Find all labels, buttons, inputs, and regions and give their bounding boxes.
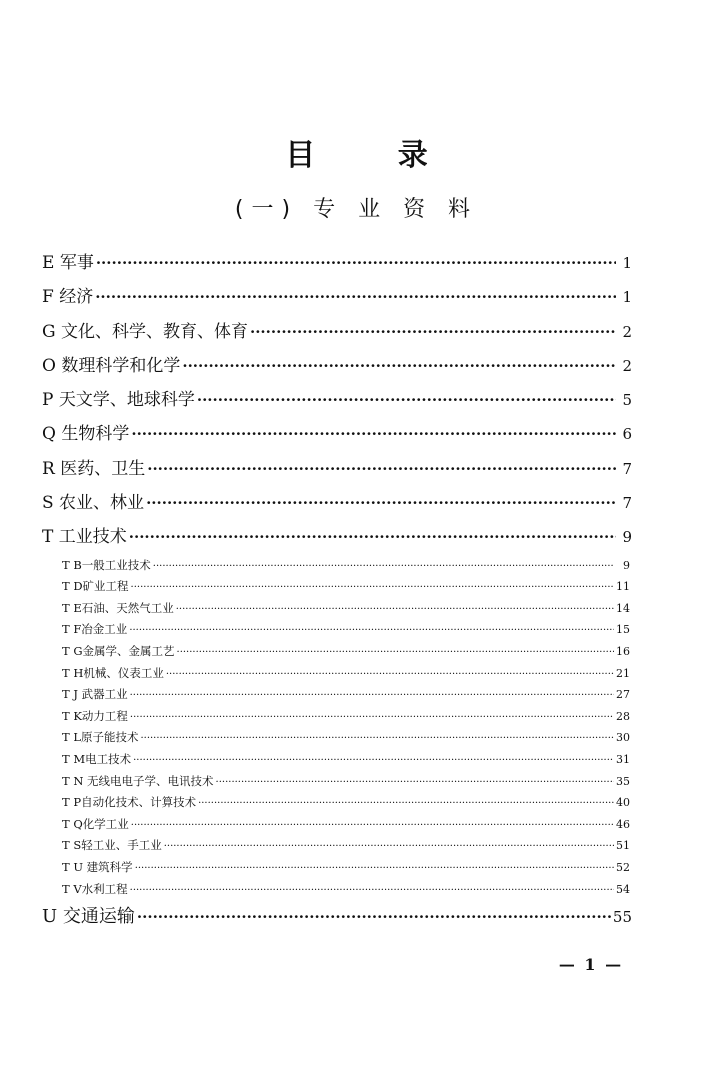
dot-leader — [177, 647, 614, 658]
toc-subentry — [42, 665, 632, 687]
toc-entry-label: S 农业、林业 — [42, 493, 145, 514]
toc-entry-label: T H机械、仪表工业 — [62, 665, 164, 680]
toc-entry-label: U 交通运输 — [42, 906, 135, 928]
toc-entry-page-number: 15 — [616, 623, 630, 637]
toc-entry — [42, 351, 632, 385]
toc-entry — [42, 419, 632, 453]
toc-entry-label: F 经济 — [42, 287, 94, 308]
toc-entry-page-number: 30 — [616, 731, 630, 745]
toc-entry-page-number: 7 — [622, 459, 632, 478]
toc-subentry — [42, 557, 632, 579]
toc-subentry — [42, 837, 632, 859]
toc-subentry — [42, 729, 632, 751]
toc-entry-page-number: 5 — [622, 391, 632, 410]
toc-entry-label: T D矿业工程 — [62, 579, 129, 594]
toc-subentry — [42, 708, 632, 730]
dot-leader — [182, 357, 616, 375]
dot-leader — [250, 323, 616, 341]
toc-subentry — [42, 773, 632, 795]
toc-entry-label: T B一般工业技术 — [62, 557, 151, 572]
dot-leader — [166, 669, 614, 680]
toc-entry-page-number: 6 — [622, 425, 632, 444]
dot-leader — [130, 712, 614, 723]
toc-entry-label: T 工业技术 — [42, 527, 127, 548]
dot-leader — [176, 604, 614, 615]
dot-leader — [131, 425, 616, 443]
toc-entry — [42, 454, 632, 488]
dot-leader — [130, 885, 614, 896]
toc-entry-label: T F冶金工业 — [62, 622, 128, 637]
toc-entry-label: R 医药、卫生 — [42, 458, 146, 479]
toc-entry-label: G 文化、科学、教育、体育 — [42, 321, 248, 342]
dot-leader — [129, 528, 616, 546]
dot-leader — [146, 494, 616, 512]
dot-leader — [197, 391, 616, 409]
toc-entry-label: T G金属学、金属工艺 — [62, 644, 175, 659]
dot-leader — [147, 460, 616, 478]
dot-leader — [96, 254, 616, 272]
toc-entry-page-number: 35 — [616, 774, 630, 788]
toc-entry-page-number: 16 — [616, 645, 630, 659]
toc-subentry — [42, 751, 632, 773]
dot-leader — [164, 841, 614, 852]
toc-entry-label: T L原子能技术 — [62, 730, 139, 745]
toc-subentry — [42, 600, 632, 622]
toc-entry-label: T V水利工程 — [62, 881, 128, 896]
dot-leader — [198, 798, 614, 809]
toc-entry-label: T U 建筑科学 — [62, 859, 133, 874]
page-number-footer: — 1 — — [558, 955, 624, 974]
toc-entry-page-number: 52 — [616, 860, 630, 874]
toc-entry-label: P 天文学、地球科学 — [42, 390, 195, 411]
toc-entry-label: T K动力工程 — [62, 708, 128, 723]
toc-subentry — [42, 816, 632, 838]
toc-entry-label: T S轻工业、手工业 — [62, 838, 162, 853]
toc-entry-page-number: 1 — [622, 254, 632, 272]
dot-leader — [131, 582, 614, 593]
toc-entry-page-number: 9 — [622, 528, 632, 547]
toc-entry — [42, 248, 632, 282]
dot-leader — [95, 288, 616, 306]
section-subtitle: (一) 专 业 资 料 — [234, 197, 479, 222]
toc-subentry — [42, 859, 632, 881]
toc-subentry — [42, 686, 632, 708]
toc-entry-page-number: 46 — [616, 817, 630, 831]
toc-entry-label: T P自动化技术、计算技术 — [62, 795, 197, 810]
toc-subentry — [42, 578, 632, 600]
toc-entry-page-number: 28 — [616, 709, 630, 723]
dot-leader — [216, 777, 614, 788]
toc-entry-page-number: 21 — [616, 666, 630, 680]
dot-leader — [130, 690, 614, 701]
toc-entry-page-number: 14 — [616, 601, 630, 615]
dot-leader — [129, 625, 614, 636]
toc-subentry — [42, 643, 632, 665]
toc-entry — [42, 282, 632, 316]
toc-entry-page-number: 11 — [616, 580, 630, 594]
toc-entry-page-number: 7 — [622, 494, 632, 513]
toc-entry — [42, 902, 632, 936]
toc-entry — [42, 488, 632, 522]
toc-entry-page-number: 1 — [622, 288, 632, 307]
toc-entry-label: T E石油、天然气工业 — [62, 600, 174, 615]
dot-leader — [140, 733, 614, 744]
toc-entry — [42, 317, 632, 351]
toc-entry-page-number: 51 — [616, 839, 630, 853]
toc-entry-page-number: 31 — [616, 753, 630, 767]
toc-subentry — [42, 794, 632, 816]
toc-entry-label: T Q化学工业 — [62, 816, 129, 831]
table-of-contents — [42, 248, 632, 936]
toc-entry-page-number: 40 — [616, 796, 630, 810]
toc-entry-page-number: 2 — [622, 356, 632, 375]
toc-entry-page-number: 27 — [616, 688, 630, 702]
toc-subentry — [42, 621, 632, 643]
toc-entry-label: T J 武器工业 — [62, 687, 128, 702]
toc-entry-page-number: 9 — [623, 558, 630, 572]
dot-leader — [133, 755, 614, 766]
toc-entry-page-number: 2 — [622, 322, 632, 341]
dot-leader — [131, 820, 614, 831]
dot-leader — [153, 561, 614, 572]
toc-entry-page-number: 54 — [616, 882, 630, 896]
toc-entry-label: E 军事 — [42, 253, 94, 273]
toc-entry-label: O 数理科学和化学 — [42, 355, 181, 376]
toc-entry — [42, 385, 632, 419]
dot-leader — [137, 908, 611, 926]
dot-leader — [135, 863, 614, 874]
toc-entry-page-number: 55 — [612, 908, 632, 927]
toc-entry-label: Q 生物科学 — [42, 424, 130, 445]
page-title: 目 录 — [285, 138, 464, 173]
toc-entry-label: T M电工技术 — [62, 752, 132, 767]
toc-subentry — [42, 881, 632, 903]
toc-entry — [42, 522, 632, 556]
toc-entry-label: T N 无线电电子学、电讯技术 — [62, 773, 214, 788]
